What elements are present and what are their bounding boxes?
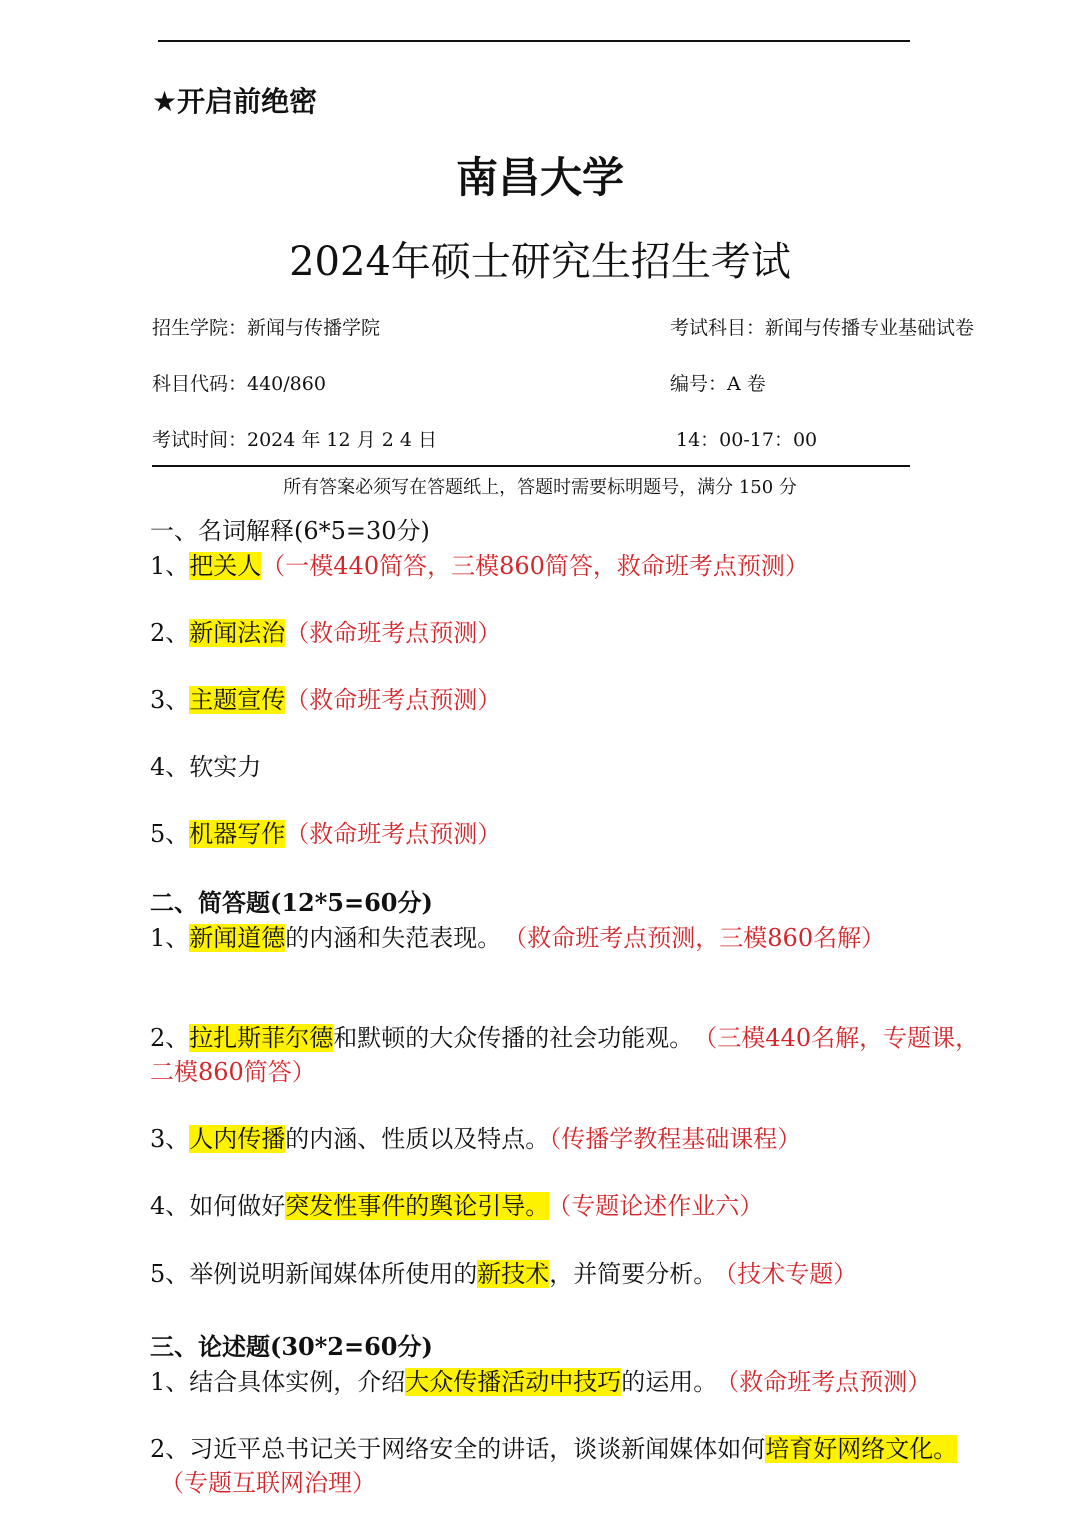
s3-item-1 (150, 1362, 931, 1397)
s2-item-2-tag-cont: 二模860简答） (150, 1058, 316, 1086)
s1-item-5 (150, 814, 501, 849)
section3-title: 三、论述题(30*2=60分) (150, 1332, 433, 1361)
item-number: 5、 (150, 820, 190, 848)
source-tag: （三模440名解，专题课， (705, 1024, 980, 1052)
instructions-note: 所有答案必须写在答题纸上，答题时需要标明题号，满分 150 分 (283, 477, 797, 498)
highlight-term: 培育好网络文化。 (765, 1435, 958, 1463)
s2-item-5 (150, 1254, 857, 1289)
source-tag: （传播学教程基础课程） (549, 1125, 802, 1153)
highlight-term: 把关人 (189, 552, 262, 580)
source-tag: （救命班考点预测） (285, 686, 502, 714)
question-text: 的内涵和失范表现。 (285, 924, 502, 952)
subject-field: 考试科目：新闻与传播专业基础试卷 (670, 317, 975, 339)
highlight-term: 拉扎斯菲尔德 (189, 1024, 334, 1052)
item-number: 5、 (150, 1260, 190, 1288)
highlight-term: 突发性事件的舆论引导。 (285, 1192, 550, 1220)
source-tag: （救命班考点预测） (727, 1368, 932, 1396)
college-field: 招生学院：新闻与传播学院 (152, 317, 381, 339)
number-field: 编号：A 卷 (670, 373, 766, 395)
question-text: 习近平总书记关于网络安全的讲话，谈谈新闻媒体如何 (189, 1435, 766, 1463)
university-name: 南昌大学 (455, 153, 624, 202)
highlight-term: 大众传播活动中技巧 (405, 1368, 622, 1396)
meta-rule (152, 465, 910, 467)
item-number: 4、 (150, 1192, 190, 1220)
item-number: 2、 (150, 619, 190, 647)
highlight-term: 新闻法治 (189, 619, 286, 647)
source-tag: （技术专题） (725, 1260, 858, 1288)
question-text-post: 的运用。 (621, 1368, 718, 1396)
exam-title: 2024年硕士研究生招生考试 (289, 239, 791, 285)
source-tag: （一模440简答，三模860简答，救命班考点预测） (261, 552, 809, 580)
item-number: 3、 (150, 1125, 190, 1153)
question-text: 如何做好 (189, 1192, 286, 1220)
s1-item-1 (150, 546, 809, 581)
item-number: 1、 (150, 1368, 190, 1396)
question-text: 结合具体实例，介绍 (189, 1368, 406, 1396)
source-tag: （专题论述作业六） (559, 1192, 764, 1220)
source-tag: （救命班考点预测） (285, 619, 502, 647)
term: 软实力 (189, 753, 262, 781)
highlight-term: 人内传播 (189, 1125, 286, 1153)
item-number: 3、 (150, 686, 190, 714)
section1-title: 一、名词解释(6*5=30分) (150, 517, 430, 545)
item-number: 1、 (150, 924, 190, 952)
confidential-mark: ★开启前绝密 (152, 85, 318, 118)
source-tag: （救命班考点预测） (285, 820, 502, 848)
item-number: 2、 (150, 1435, 190, 1463)
date-field: 考试时间：2024 年 12 月 2 4 日 (152, 429, 437, 451)
source-tag: （救命班考点预测，三模860名解） (515, 924, 886, 952)
s1-item-4 (150, 747, 261, 782)
question-text-post: ，并简要分析。 (549, 1260, 718, 1288)
item-number: 4、 (150, 753, 190, 781)
code-field: 科目代码：440/860 (152, 373, 326, 395)
question-text: 和默顿的大众传播的社会功能观。 (333, 1024, 694, 1052)
highlight-term: 新技术 (477, 1260, 550, 1288)
s1-item-3 (150, 680, 501, 715)
s2-item-1 (150, 918, 885, 953)
item-number: 1、 (150, 552, 190, 580)
question-text: 的内涵、性质以及特点。 (285, 1125, 550, 1153)
s2-item-2 (150, 1018, 979, 1053)
s2-item-4 (150, 1186, 763, 1221)
time-field: 14：00-17：00 (676, 429, 818, 451)
top-rule (158, 40, 910, 42)
highlight-term: 主题宣传 (189, 686, 286, 714)
question-text: 举例说明新闻媒体所使用的 (189, 1260, 478, 1288)
s3-item-2-tag: （专题互联网治理） (160, 1469, 376, 1497)
section2-title: 二、简答题(12*5=60分) (150, 888, 433, 917)
item-number: 2、 (150, 1024, 190, 1052)
s1-item-2 (150, 613, 501, 648)
highlight-term: 机器写作 (189, 820, 286, 848)
highlight-term: 新闻道德 (189, 924, 286, 952)
s2-item-3 (150, 1119, 801, 1154)
s3-item-2 (150, 1429, 957, 1464)
